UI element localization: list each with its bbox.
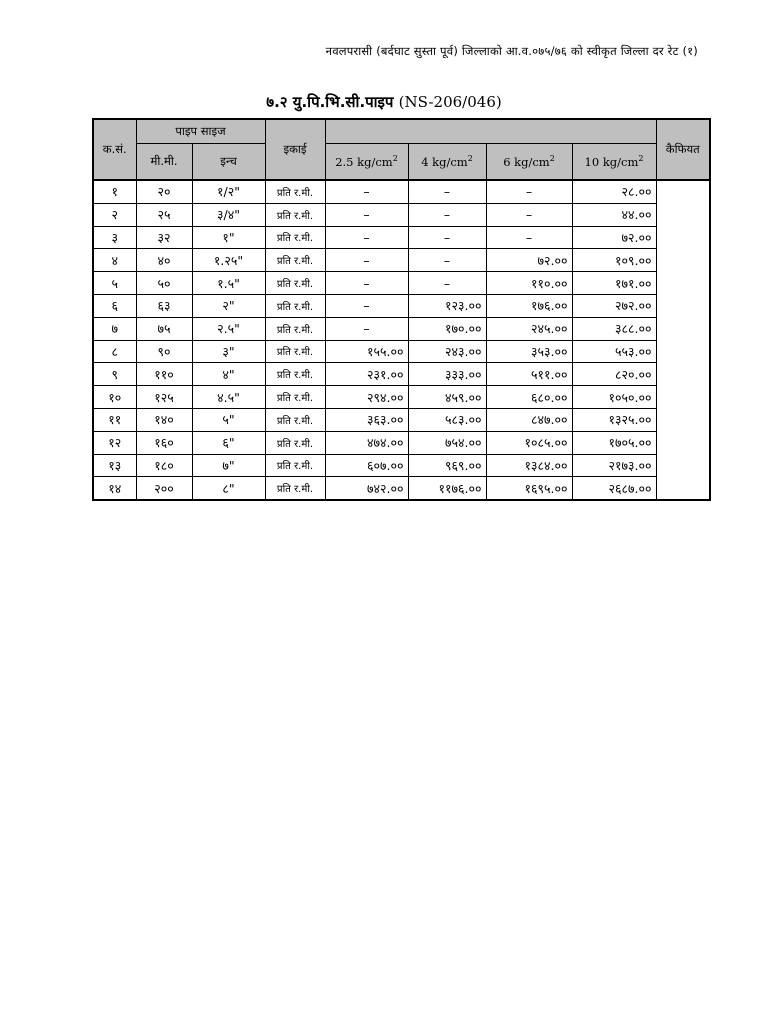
header-inch: इन्च (192, 144, 265, 181)
cell-remarks (656, 249, 710, 272)
cell-mm: ७५ (136, 317, 192, 340)
cell-pressure-2-5: – (325, 317, 408, 340)
cell-pressure-6: १०८५.०० (486, 431, 572, 454)
cell-unit: प्रति र.मी. (265, 386, 325, 409)
cell-sn: ५ (93, 272, 136, 295)
cell-remarks (656, 294, 710, 317)
cell-pressure-4: – (408, 226, 486, 249)
cell-inch: ७" (192, 454, 265, 477)
cell-mm: १२५ (136, 386, 192, 409)
cell-sn: १४ (93, 477, 136, 500)
cell-sn: १२ (93, 431, 136, 454)
header-pressure-group (325, 119, 656, 144)
cell-unit: प्रति र.मी. (265, 203, 325, 226)
cell-remarks (656, 431, 710, 454)
cell-remarks (656, 363, 710, 386)
cell-sn: १ (93, 180, 136, 203)
cell-pressure-6: ३५३.०० (486, 340, 572, 363)
cell-pressure-2-5: – (325, 203, 408, 226)
cell-remarks (656, 454, 710, 477)
cell-pressure-4: ४५९.०० (408, 386, 486, 409)
cell-mm: ९० (136, 340, 192, 363)
cell-sn: ९ (93, 363, 136, 386)
table-row (93, 363, 710, 386)
cell-mm: ११० (136, 363, 192, 386)
cell-pressure-10: ८२०.०० (572, 363, 656, 386)
header-pressure-4: 4 $kg/cm^2$ (408, 144, 486, 181)
table-header (93, 119, 710, 180)
cell-inch: १.५" (192, 272, 265, 295)
cell-sn: ३ (93, 226, 136, 249)
cell-pressure-4: ९६९.०० (408, 454, 486, 477)
header-unit: इकाई (265, 119, 325, 180)
cell-pressure-2-5: ४७४.०० (325, 431, 408, 454)
table-row (93, 203, 710, 226)
cell-pressure-4: २४३.०० (408, 340, 486, 363)
cell-inch: १.२५" (192, 249, 265, 272)
table-row (93, 317, 710, 340)
cell-pressure-6: १७६.०० (486, 294, 572, 317)
cell-pressure-4: १२३.०० (408, 294, 486, 317)
cell-pressure-2-5: २९४.०० (325, 386, 408, 409)
cell-unit: प्रति र.मी. (265, 431, 325, 454)
cell-pressure-6: ११०.०० (486, 272, 572, 295)
cell-unit: प्रति र.मी. (265, 272, 325, 295)
cell-remarks (656, 226, 710, 249)
cell-unit: प्रति र.मी. (265, 363, 325, 386)
cell-mm: ४० (136, 249, 192, 272)
cell-pressure-10: १७१.०० (572, 272, 656, 295)
cell-pressure-2-5: – (325, 226, 408, 249)
table-body (93, 180, 710, 500)
cell-pressure-10: ४४.०० (572, 203, 656, 226)
cell-sn: ७ (93, 317, 136, 340)
rate-table (92, 118, 711, 501)
cell-unit: प्रति र.मी. (265, 180, 325, 203)
table-row (93, 226, 710, 249)
cell-pressure-2-5: – (325, 272, 408, 295)
cell-pressure-10: १७०५.०० (572, 431, 656, 454)
header-pipe-size: पाइप साइज (136, 119, 265, 144)
cell-pressure-4: – (408, 272, 486, 295)
cell-unit: प्रति र.मी. (265, 226, 325, 249)
cell-pressure-10: ७२.०० (572, 226, 656, 249)
cell-mm: १८० (136, 454, 192, 477)
cell-inch: ४" (192, 363, 265, 386)
cell-pressure-4: १७०.०० (408, 317, 486, 340)
cell-inch: ३" (192, 340, 265, 363)
cell-inch: २" (192, 294, 265, 317)
cell-unit: प्रति र.मी. (265, 454, 325, 477)
cell-pressure-10: २७२.०० (572, 294, 656, 317)
cell-pressure-6: – (486, 203, 572, 226)
cell-sn: १० (93, 386, 136, 409)
table-row (93, 477, 710, 500)
cell-inch: ४.५" (192, 386, 265, 409)
cell-pressure-10: १०९.०० (572, 249, 656, 272)
cell-pressure-6: ६८०.०० (486, 386, 572, 409)
cell-sn: ११ (93, 408, 136, 431)
cell-remarks (656, 317, 710, 340)
cell-mm: १४० (136, 408, 192, 431)
cell-pressure-2-5: २३१.०० (325, 363, 408, 386)
cell-unit: प्रति र.मी. (265, 477, 325, 500)
cell-pressure-10: ३८८.०० (572, 317, 656, 340)
header-remarks: कैफियत (656, 119, 710, 180)
cell-pressure-2-5: ७४२.०० (325, 477, 408, 500)
cell-inch: ५" (192, 408, 265, 431)
cell-pressure-2-5: ६०७.०० (325, 454, 408, 477)
cell-sn: ६ (93, 294, 136, 317)
cell-mm: ३२ (136, 226, 192, 249)
cell-sn: ८ (93, 340, 136, 363)
document-header: नवलपरासी (बर्दघाट सुस्ता पूर्व) जिल्लाको आ.व.०७५/७६ को स्वीकृत जिल्ला दर रेट (१) (325, 44, 698, 58)
cell-remarks (656, 340, 710, 363)
table-row (93, 431, 710, 454)
cell-remarks (656, 180, 710, 203)
cell-sn: ४ (93, 249, 136, 272)
header-pressure-10: 10 $kg/cm^2$ (572, 144, 656, 181)
cell-sn: १३ (93, 454, 136, 477)
table-row (93, 340, 710, 363)
cell-unit: प्रति र.मी. (265, 294, 325, 317)
cell-pressure-6: १३८४.०० (486, 454, 572, 477)
cell-remarks (656, 477, 710, 500)
cell-unit: प्रति र.मी. (265, 340, 325, 363)
cell-pressure-10: २१७३.०० (572, 454, 656, 477)
cell-pressure-6: ८४७.०० (486, 408, 572, 431)
cell-pressure-10: १०५०.०० (572, 386, 656, 409)
table-row (93, 454, 710, 477)
cell-mm: २० (136, 180, 192, 203)
cell-unit: प्रति र.मी. (265, 249, 325, 272)
header-pressure-6: 6 $kg/cm^2$ (486, 144, 572, 181)
cell-pressure-6: ७२.०० (486, 249, 572, 272)
cell-pressure-4: ३३३.०० (408, 363, 486, 386)
header-mm: मी.मी. (136, 144, 192, 181)
table-row (93, 408, 710, 431)
cell-mm: २५ (136, 203, 192, 226)
cell-inch: ६" (192, 431, 265, 454)
cell-inch: ३/४" (192, 203, 265, 226)
header-sn: क.सं. (93, 119, 136, 180)
title-code: (NS-206/046) (398, 93, 502, 111)
cell-pressure-2-5: – (325, 294, 408, 317)
table-row (93, 386, 710, 409)
cell-mm: १६० (136, 431, 192, 454)
cell-remarks (656, 272, 710, 295)
cell-pressure-10: १३२५.०० (572, 408, 656, 431)
cell-pressure-2-5: – (325, 180, 408, 203)
cell-inch: १" (192, 226, 265, 249)
title-main: ७.२ यु.पि.भि.सी.पाइप (266, 93, 394, 111)
cell-pressure-2-5: ३६३.०० (325, 408, 408, 431)
page-title (0, 92, 768, 112)
cell-pressure-6: ५११.०० (486, 363, 572, 386)
table-row (93, 272, 710, 295)
cell-pressure-4: – (408, 249, 486, 272)
cell-pressure-2-5: १५५.०० (325, 340, 408, 363)
cell-pressure-6: २४५.०० (486, 317, 572, 340)
cell-pressure-6: – (486, 180, 572, 203)
cell-pressure-2-5: – (325, 249, 408, 272)
cell-remarks (656, 203, 710, 226)
cell-pressure-10: ५५३.०० (572, 340, 656, 363)
table-row (93, 180, 710, 203)
cell-sn: २ (93, 203, 136, 226)
cell-mm: ५० (136, 272, 192, 295)
table-row (93, 249, 710, 272)
cell-remarks (656, 408, 710, 431)
cell-pressure-4: ११७६.०० (408, 477, 486, 500)
cell-pressure-4: ५८३.०० (408, 408, 486, 431)
cell-pressure-4: ७५४.०० (408, 431, 486, 454)
header-pressure-2-5: 2.5 $kg/cm^2$ (325, 144, 408, 181)
cell-pressure-4: – (408, 180, 486, 203)
cell-unit: प्रति र.मी. (265, 408, 325, 431)
cell-pressure-10: २६८७.०० (572, 477, 656, 500)
cell-remarks (656, 386, 710, 409)
cell-inch: २.५" (192, 317, 265, 340)
cell-unit: प्रति र.मी. (265, 317, 325, 340)
cell-pressure-6: १६९५.०० (486, 477, 572, 500)
cell-pressure-4: – (408, 203, 486, 226)
table-row (93, 294, 710, 317)
cell-mm: ६३ (136, 294, 192, 317)
cell-mm: २०० (136, 477, 192, 500)
cell-inch: ८" (192, 477, 265, 500)
cell-pressure-10: २८.०० (572, 180, 656, 203)
cell-inch: १/२" (192, 180, 265, 203)
cell-pressure-6: – (486, 226, 572, 249)
